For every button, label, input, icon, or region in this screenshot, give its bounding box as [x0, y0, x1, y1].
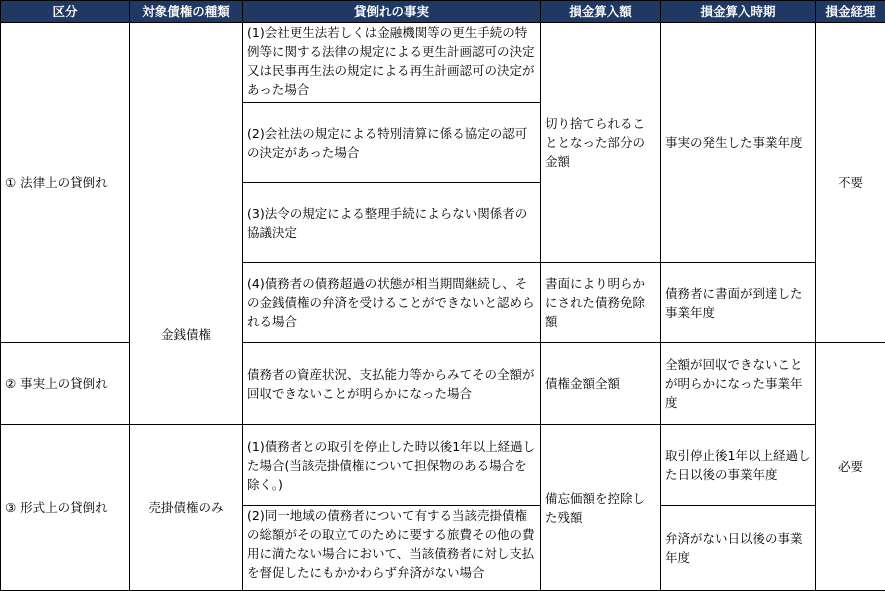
legal-fact-3: (3)法令の規定による整理手続によらない関係者の協議決定 — [243, 183, 541, 263]
formal-timing-2: 弁済がない日以後の事業年度 — [661, 506, 816, 591]
factual-timing: 全額が回収できないことが明らかになった事業年度 — [661, 343, 816, 425]
header-facts: 貸倒れの事実 — [243, 1, 541, 23]
legal-fact-4: (4)債務者の債務超過の状態が相当期間継続し、その金銭債権の弁済を受けることができないと認められる場合 — [243, 263, 541, 343]
legal-fact-2: (2)会社法の規定による特別清算に係る協定の認可の決定があった場合 — [243, 103, 541, 183]
header-accounting: 損金経理 — [816, 1, 885, 23]
factual-fact: 債務者の資産状況、支払能力等からみてその全額が回収できないことが明らかになった場合 — [243, 343, 541, 425]
claim-type-monetary: 金銭債権 — [130, 23, 243, 425]
formal-fact-1: (1)債務者との取引を停止した時以後1年以上経過した場合(当該売掛債権について担保物のある場合を除く。) — [243, 425, 541, 506]
header-timing: 損金算入時期 — [661, 1, 816, 23]
table-row — [1, 23, 885, 103]
accounting-not-required: 不要 — [816, 23, 885, 343]
category-legal: ① 法律上の貸倒れ — [1, 23, 130, 343]
header-category: 区分 — [1, 1, 130, 23]
legal-amount-4: 書面により明らかにされた債務免除額 — [541, 263, 661, 343]
legal-fact-1: (1)会社更生法若しくは金融機関等の更生手続の特例等に関する法律の規定による更生計画認可の決定又は民事再生法の規定による再生計画認可の決定があった場合 — [243, 23, 541, 103]
header-row — [1, 1, 885, 23]
header-amount: 損金算入額 — [541, 1, 661, 23]
factual-amount: 債権金額全額 — [541, 343, 661, 425]
legal-timing-4: 債務者に書面が到達した事業年度 — [661, 263, 816, 343]
category-formal: ③ 形式上の貸倒れ — [1, 425, 130, 591]
legal-timing-123: 事実の発生した事業年度 — [661, 23, 816, 263]
legal-amount-123: 切り捨てられることとなった部分の金額 — [541, 23, 661, 263]
formal-fact-2: (2)同一地域の債務者について有する当該売掛債権の総額がその取立てのために要する旅費その他の費用に満たない場合において、当該債務者に対し支払を督促したにもかかわらず弁済がない場合 — [243, 506, 541, 591]
header-claim-type: 対象債権の種類 — [130, 1, 243, 23]
claim-type-receivable: 売掛債権のみ — [130, 425, 243, 591]
category-factual: ② 事実上の貸倒れ — [1, 343, 130, 425]
formal-amount: 備忘価額を控除した残額 — [541, 425, 661, 591]
accounting-required: 必要 — [816, 343, 885, 591]
formal-timing-1: 取引停止後1年以上経過した日以後の事業年度 — [661, 425, 816, 506]
table-row — [1, 425, 885, 506]
